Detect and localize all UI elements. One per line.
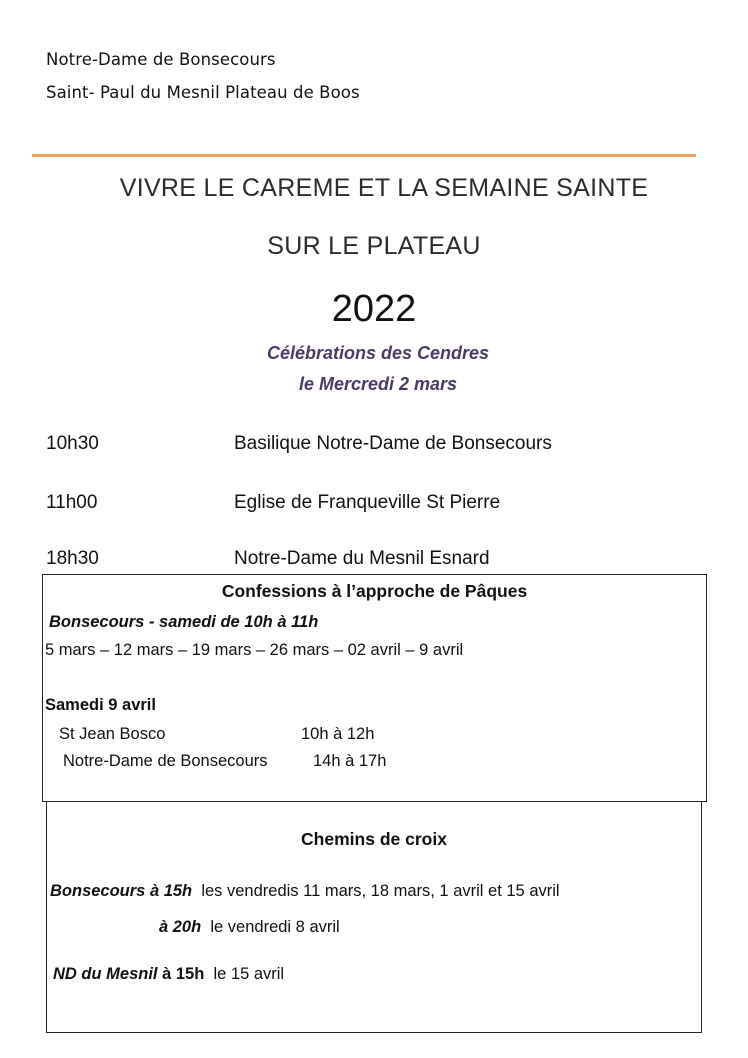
main-subtitle: SUR LE PLATEAU [267,232,481,260]
saturday-label: Samedi 9 avril [45,696,156,714]
ashes-heading: Célébrations des Cendres [266,343,490,363]
stations-text: les vendredis 11 mars, 18 mars, 1 avril et 15 avril [201,882,560,900]
schedule-time: 18h30 [46,548,99,569]
confessions-box [42,574,707,802]
schedule-time: 10h30 [46,433,99,454]
session-hours: 14h à 17h [313,752,387,770]
session-place: St Jean Bosco [59,725,166,743]
bonsecours-confession-dates: 5 mars – 12 mars – 19 mars – 26 mars – 02 avril – 9 avril [45,641,464,659]
schedule-place: Notre-Dame du Mesnil Esnard [234,548,490,569]
schedule-time: 11h00 [46,492,98,513]
stations-line-2 [159,918,340,937]
parish-name-2: Saint- Paul du Mesnil Plateau de Boos [46,83,360,102]
session-hours: 10h à 12h [301,725,375,743]
stations-text: le 15 avril [213,965,285,983]
schedule-place: Basilique Notre-Dame de Bonsecours [234,433,552,454]
stations-label: à 20h [159,918,202,936]
schedule-place: Eglise de Franqueville St Pierre [234,492,501,513]
confessions-heading: Confessions à l’approche de Pâques [221,581,528,601]
session-place: Notre-Dame de Bonsecours [63,752,268,770]
stations-label: ND du Mesnil [53,965,158,983]
stations-line-3 [53,965,284,984]
stations-line-1 [50,882,560,901]
parish-name-1: Notre-Dame de Bonsecours [46,50,276,69]
ashes-date: le Mercredi 2 mars [298,374,458,394]
stations-time: à 15h [162,965,205,983]
stations-heading: Chemins de croix [301,829,447,849]
year: 2022 [331,288,417,330]
stations-label: Bonsecours à 15h [50,882,193,900]
bonsecours-confession-label: Bonsecours - samedi de 10h à 11h [49,613,319,631]
divider-line [32,154,696,157]
stations-text: le vendredi 8 avril [210,918,340,936]
main-title: VIVRE LE CAREME ET LA SEMAINE SAINTE [119,174,649,202]
stations-box [46,802,702,1033]
